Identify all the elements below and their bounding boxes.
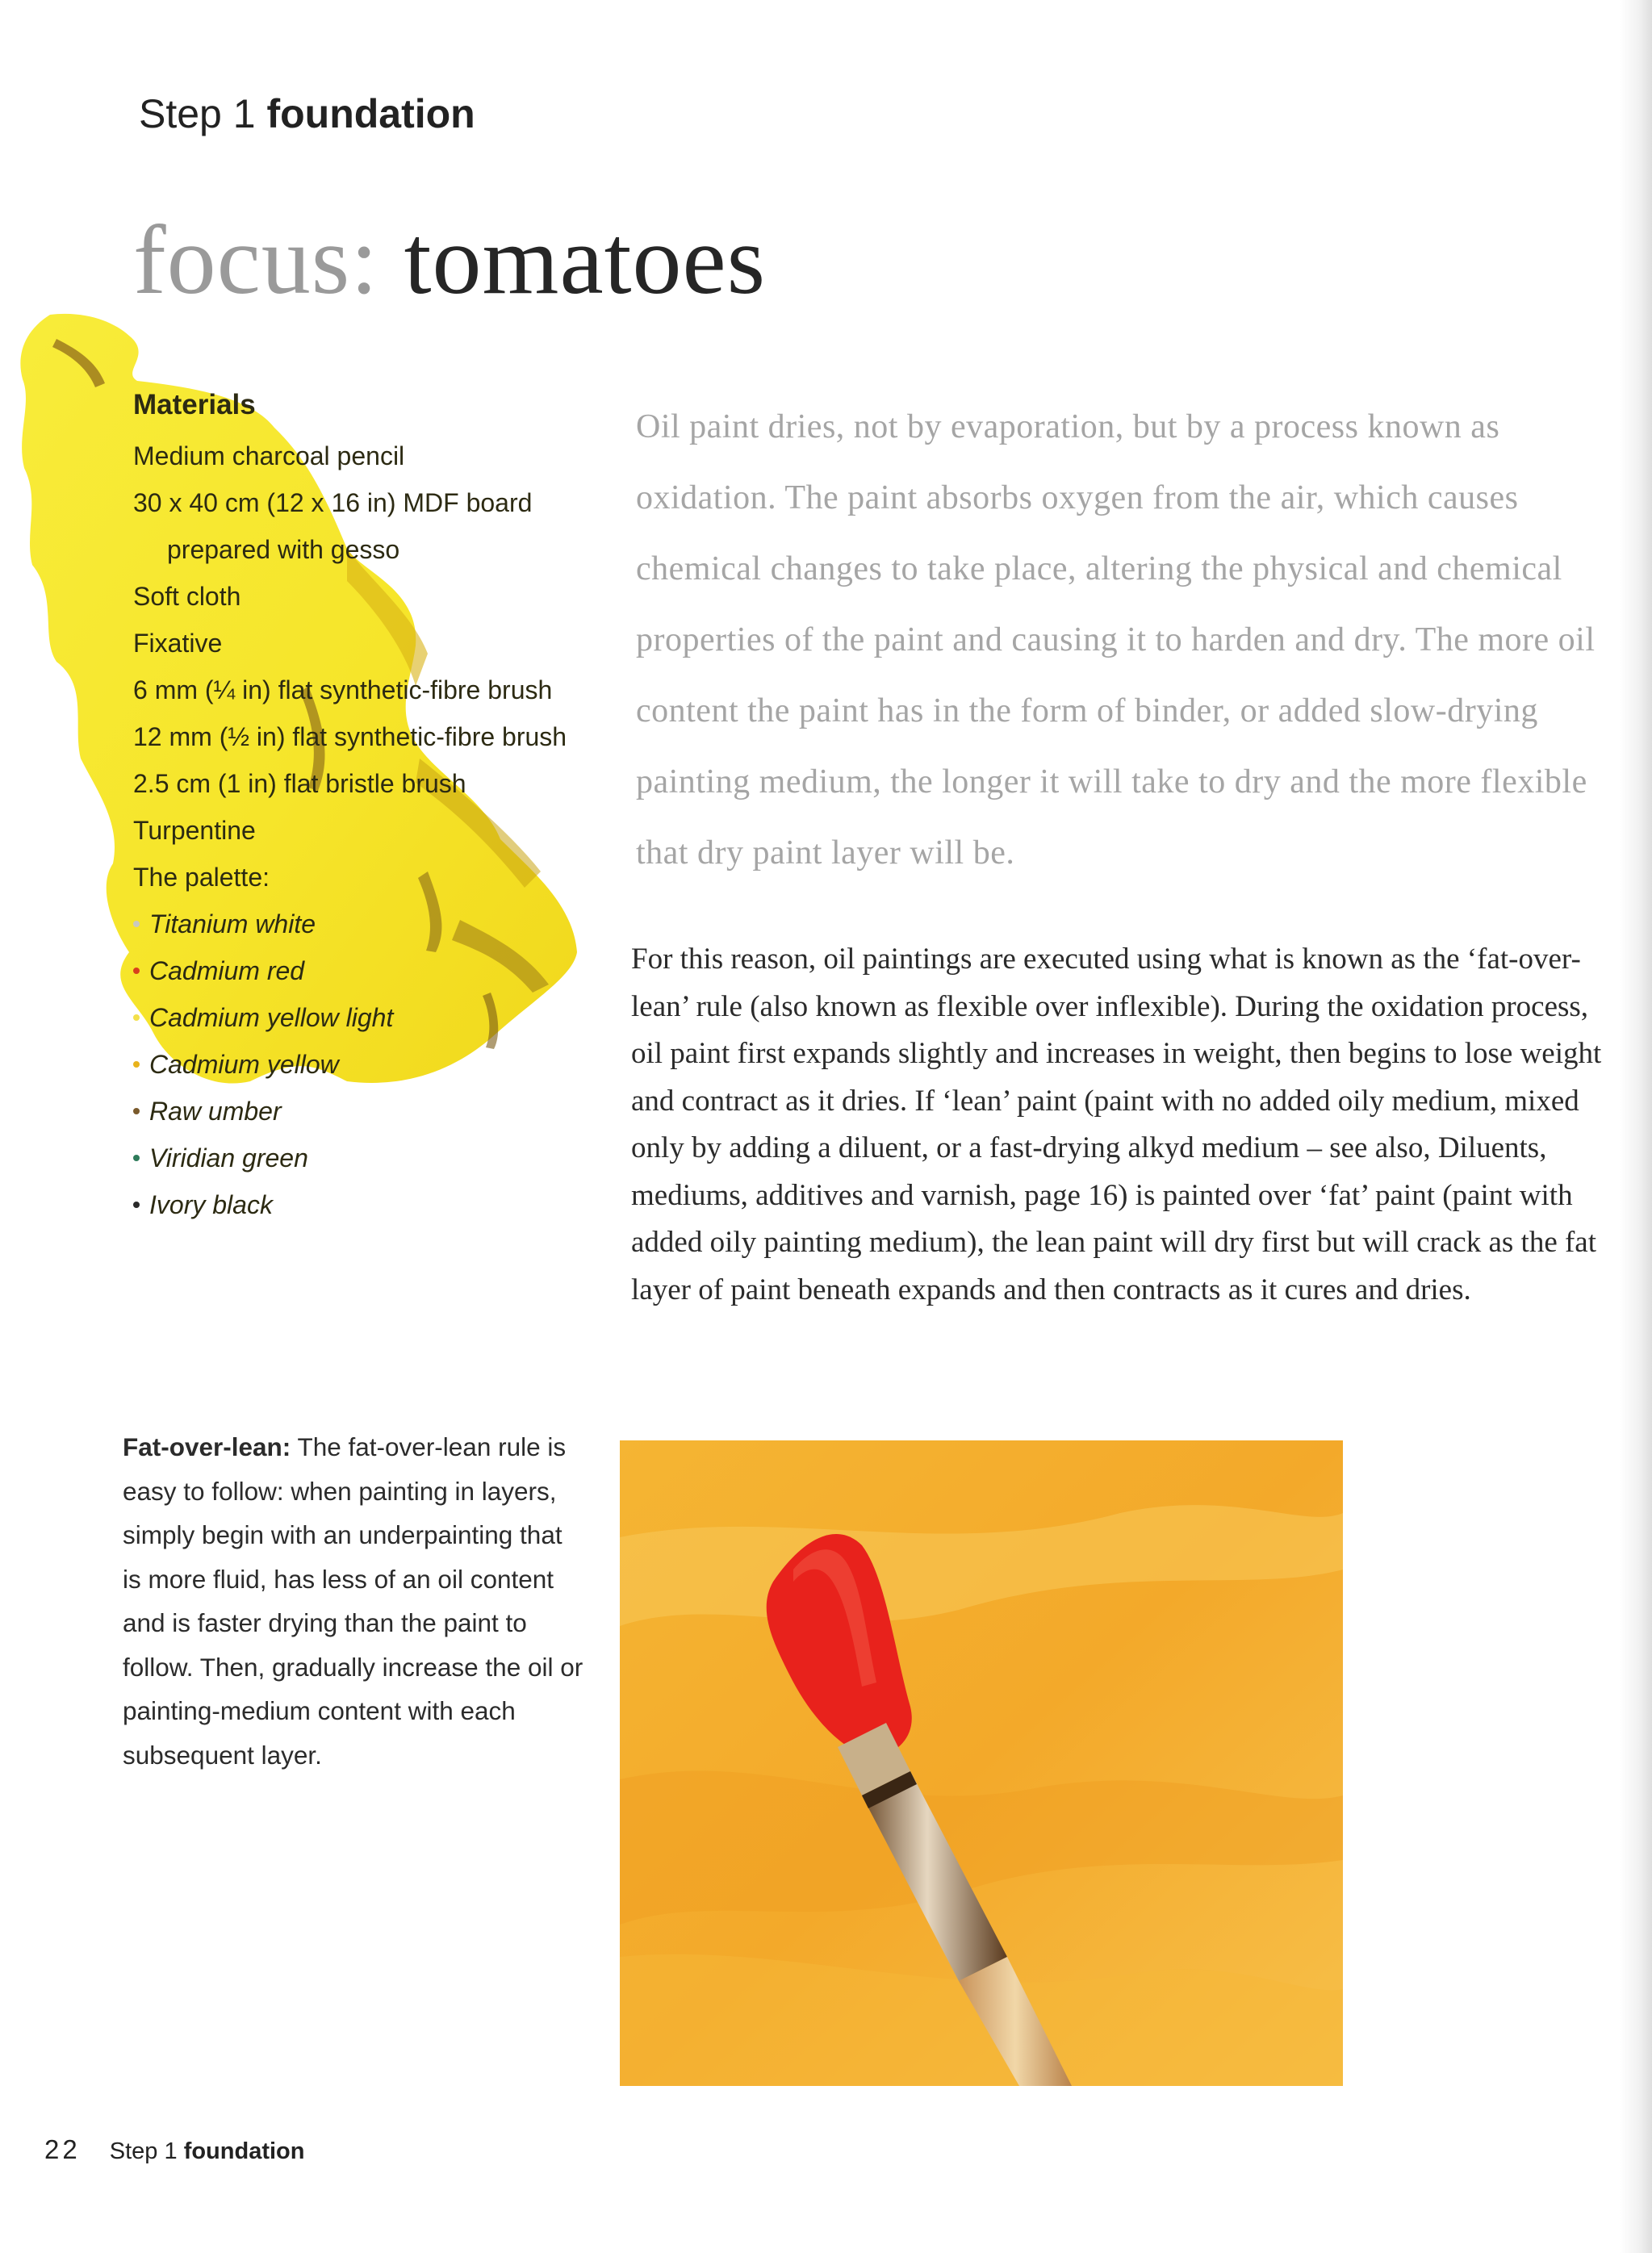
- palette-list: [133, 901, 585, 1228]
- palette-item: [133, 947, 585, 994]
- palette-bullet-icon: [133, 921, 140, 927]
- page-title: [133, 206, 767, 315]
- paintbrush-photo: [620, 1440, 1343, 2086]
- material-item: Medium charcoal pencil: [133, 441, 405, 470]
- palette-bullet-icon: [133, 1155, 140, 1161]
- palette-item-label: Viridian green: [149, 1143, 308, 1172]
- palette-item: [133, 901, 585, 947]
- note-text: The fat-over-lean rule is easy to follow: when painting in layers, simply begin with an underpainting that is more fluid, has less of an oil content and is faster drying than the paint to follow. Then, gradually increase the oil or painting-medium content with each subsequent layer.: [123, 1432, 583, 1770]
- material-item: 12 mm (½ in) flat synthetic-fibre brush: [133, 722, 567, 751]
- page-edge-shadow: [1620, 0, 1652, 2253]
- palette-item: [133, 1088, 585, 1135]
- material-item: Soft cloth: [133, 582, 241, 611]
- materials-heading: Materials: [133, 389, 256, 420]
- running-head-step: Step 1: [139, 91, 256, 136]
- palette-heading: The palette:: [133, 863, 270, 892]
- palette-item-label: Cadmium yellow light: [149, 1003, 394, 1032]
- materials-list: [133, 433, 585, 901]
- palette-bullet-icon: [133, 1014, 140, 1021]
- page-footer: [44, 2134, 304, 2165]
- palette-item-label: Cadmium yellow: [149, 1050, 339, 1079]
- fat-over-lean-note: [123, 1425, 587, 1777]
- palette-item-label: Cadmium red: [149, 956, 305, 985]
- materials-panel: [133, 389, 585, 1228]
- note-label: Fat-over-lean:: [123, 1432, 291, 1461]
- material-item: Fixative: [133, 629, 223, 658]
- palette-item-label: Ivory black: [149, 1190, 273, 1219]
- running-head-section: foundation: [266, 91, 475, 136]
- palette-item-label: Titanium white: [149, 909, 316, 938]
- running-head: [139, 90, 475, 137]
- palette-bullet-icon: [133, 1202, 140, 1208]
- palette-bullet-icon: [133, 968, 140, 974]
- title-prefix: focus:: [133, 206, 379, 315]
- intro-paragraph: Oil paint dries, not by evaporation, but by a process known as oxidation. The paint absorbs oxygen from the air, which causes chemical changes to take place, altering the physical and chemical properties of the paint and causing it to harden and dry. The more oil content the paint has in the form of binder, or added slow-drying painting medium, the longer it will take to dry and the more flexible that dry paint layer will be.: [636, 408, 1596, 872]
- material-item: 30 x 40 cm (12 x 16 in) MDF board: [133, 488, 533, 517]
- palette-bullet-icon: [133, 1061, 140, 1068]
- palette-item: [133, 994, 585, 1041]
- palette-item: [133, 1041, 585, 1088]
- footer-step: Step 1: [109, 2138, 178, 2164]
- footer-section: foundation: [183, 2138, 305, 2164]
- material-item: 6 mm (¼ in) flat synthetic-fibre brush: [133, 675, 553, 704]
- page-number: 22: [44, 2134, 81, 2164]
- palette-item: [133, 1181, 585, 1228]
- material-item: prepared with gesso: [167, 535, 400, 564]
- material-item: Turpentine: [133, 816, 256, 845]
- palette-item: [133, 1135, 585, 1181]
- palette-item-label: Raw umber: [149, 1097, 282, 1126]
- palette-bullet-icon: [133, 1108, 140, 1114]
- material-item: 2.5 cm (1 in) flat bristle brush: [133, 769, 466, 798]
- title-subject: tomatoes: [404, 206, 767, 315]
- body-paragraph: For this reason, oil paintings are executed using what is known as the ‘fat-over-lean’ rule (also known as flexible over inflexible). During the oxidation process, oil paint first expands slightly and increases in weight, then begins to lose weight and contract as it dries. If ‘lean’ paint (paint with no added oily medium, mixed only by adding a diluent, or a fast-drying alkyd medium – see also, Diluents, mediums, additives and varnish, page 16) is painted over ‘fat’ paint (paint with added oily painting medium), the lean paint will dry first but will crack as the fat layer of paint beneath expands and then contracts as it cures and dries.: [631, 943, 1602, 1306]
